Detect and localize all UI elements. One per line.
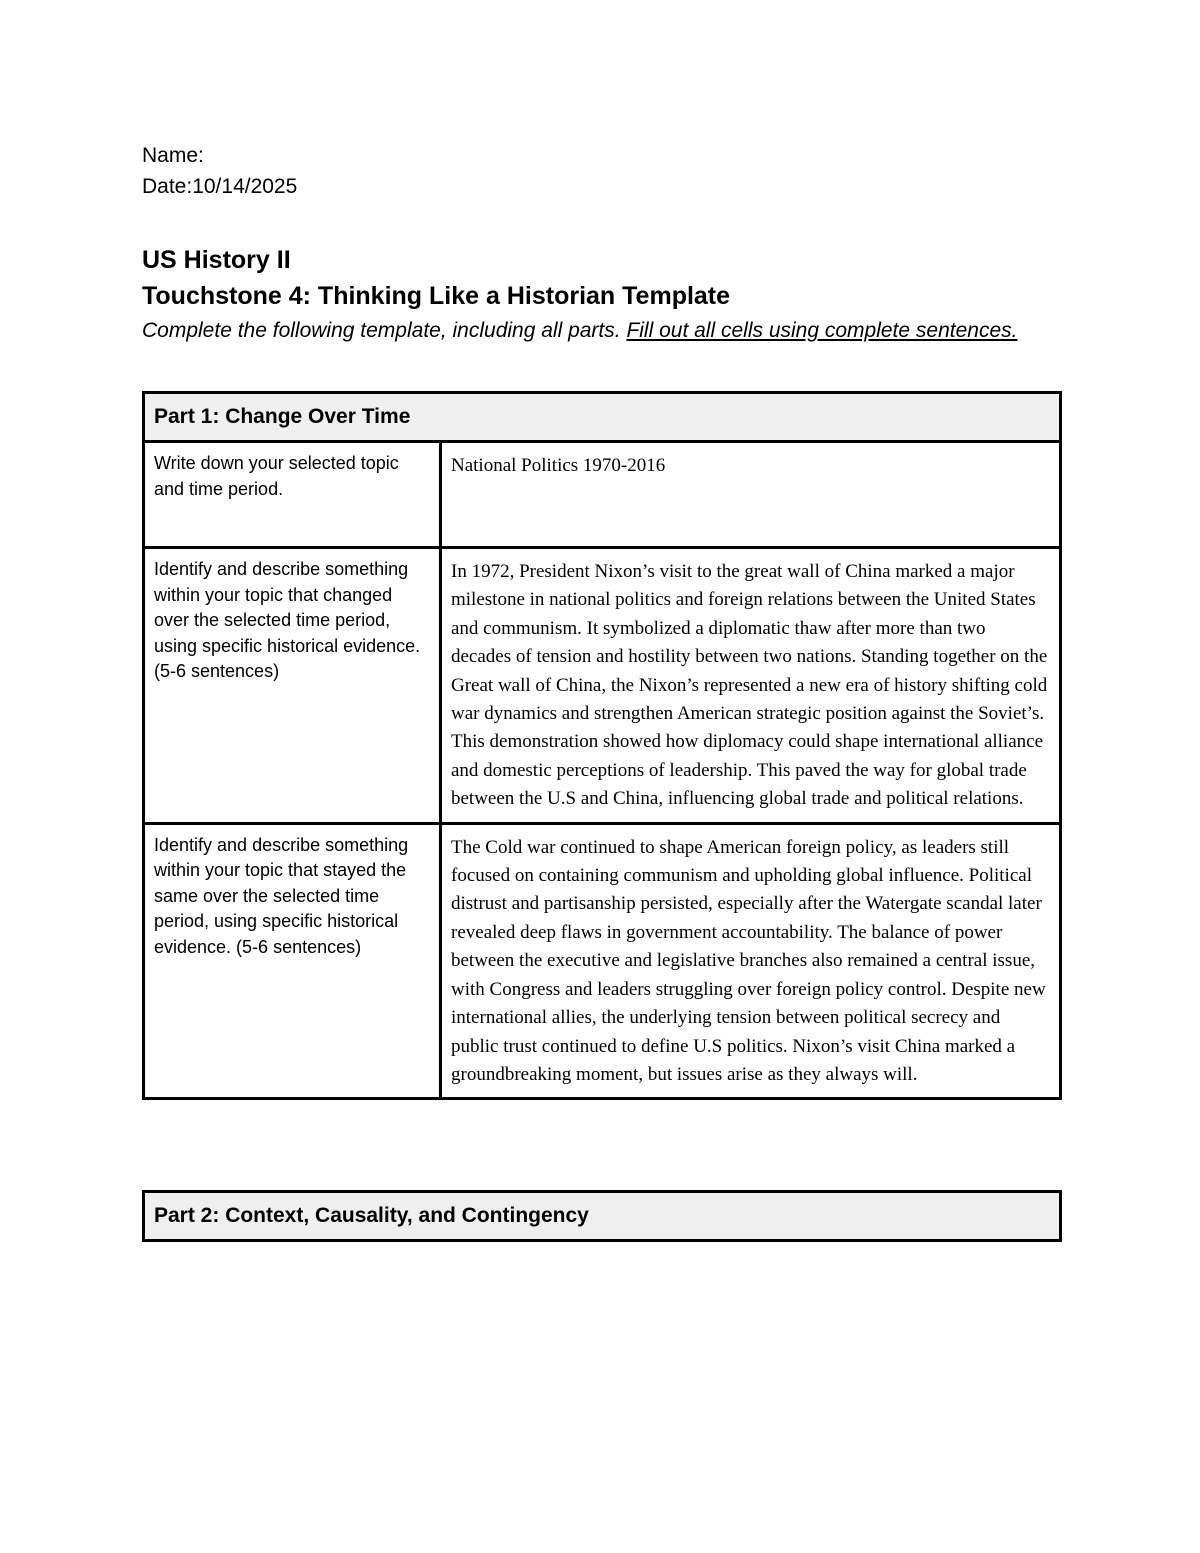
part2-header: Part 2: Context, Causality, and Contingency <box>144 1192 1061 1241</box>
part2-table <box>142 1190 1062 1242</box>
part1-table <box>142 391 1062 1100</box>
instructions <box>142 315 1062 346</box>
change-prompt: Identify and describe something within your topic that changed over the selected time period, using specific historical evidence. (5-6 sentences) <box>144 548 441 824</box>
table-row <box>144 823 1061 1099</box>
name-line: Name: <box>142 144 204 167</box>
part1-header: Part 1: Change Over Time <box>144 393 1061 442</box>
continuity-prompt: Identify and describe something within your topic that stayed the same over the selected time period, using specific historical evidence. (5-6 sentences) <box>144 823 441 1099</box>
topic-prompt: Write down your selected topic and time period. <box>144 442 441 548</box>
continuity-answer[interactable]: The Cold war continued to shape American foreign policy, as leaders still focused on containing communism and upholding global influence. Political distrust and partisanship persisted, especially after the Watergate scandal later revealed deep flaws in government accountability. The balance of power between the executive and legislative branches also remained a central issue, with Congress and leaders struggling over foreign policy control. Despite new international allies, the underlying tension between political secrecy and public trust continued to define U.S politics. Nixon’s visit China marked a groundbreaking moment, but issues arise as they always will. <box>441 823 1061 1099</box>
heading-block <box>142 242 1062 346</box>
date-line: Date:10/14/2025 <box>142 175 298 198</box>
document-title: Touchstone 4: Thinking Like a Historian Template <box>142 282 731 310</box>
course-title: US History II <box>142 246 291 274</box>
instructions-underlined-text: Fill out all cells using complete sentences. <box>626 319 1018 342</box>
change-answer[interactable]: In 1972, President Nixon’s visit to the great wall of China marked a major milestone in national politics and foreign relations between the United States and communism. It symbolized a diplomatic thaw after more than two decades of tension and hostility between two nations. Standing together on the Great wall of China, the Nixon’s represented a new era of history shifting cold war dynamics and strengthen American strategic position against the Soviet’s. This demonstration showed how diplomacy could shape international alliance and domestic perceptions of leadership. This paved the way for global trade between the U.S and China, influencing global trade and political relations. <box>441 548 1061 824</box>
document-page <box>142 140 1062 1242</box>
topic-answer[interactable]: National Politics 1970-2016 <box>441 442 1061 548</box>
table-row <box>144 548 1061 824</box>
table-row <box>144 442 1061 548</box>
instructions-text: Complete the following template, including all parts. <box>142 319 627 342</box>
